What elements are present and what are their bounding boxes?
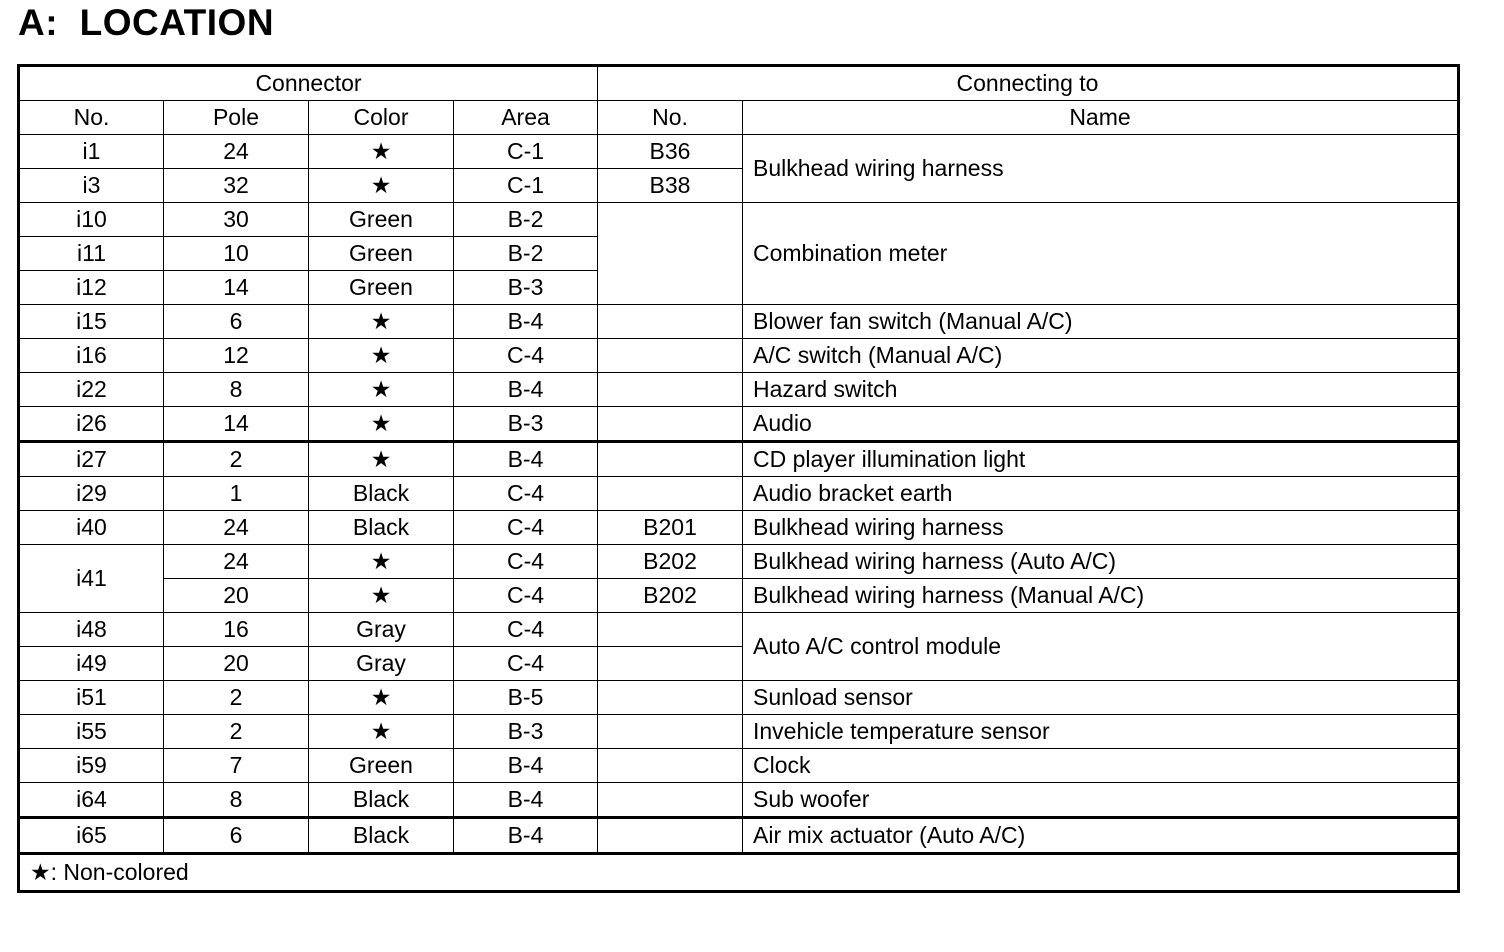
cell-no: i22 [19,373,164,407]
cell-name: Audio bracket earth [743,477,1459,511]
cell-area: B-4 [454,818,598,854]
cell-pole: 14 [164,271,309,305]
cell-area: C-4 [454,477,598,511]
cell-area: C-4 [454,339,598,373]
cell-color: ★ [309,407,454,442]
header-name: Name [743,101,1459,135]
cell-color: Black [309,511,454,545]
cell-pole: 7 [164,749,309,783]
cell-conn-no [598,373,743,407]
header-row-groups [19,66,1459,101]
header-row-columns [19,101,1459,135]
header-color: Color [309,101,454,135]
cell-area: B-4 [454,749,598,783]
cell-name: Blower fan switch (Manual A/C) [743,305,1459,339]
cell-color: Gray [309,613,454,647]
cell-area: B-3 [454,407,598,442]
cell-pole: 12 [164,339,309,373]
table-row [19,715,1459,749]
cell-color: ★ [309,442,454,477]
header-connector: Connector [19,66,598,101]
cell-color: Green [309,271,454,305]
page-title: A: LOCATION [18,2,275,43]
cell-conn-no [598,749,743,783]
table-row [19,613,1459,647]
cell-color: ★ [309,545,454,579]
cell-color: ★ [309,339,454,373]
cell-name: Audio [743,407,1459,442]
header-conn-no: No. [598,101,743,135]
cell-no: i59 [19,749,164,783]
cell-conn-no [598,305,743,339]
cell-color: Green [309,749,454,783]
cell-color: Black [309,477,454,511]
cell-area: C-1 [454,135,598,169]
cell-no: i48 [19,613,164,647]
cell-pole: 2 [164,715,309,749]
footnote-row [19,854,1459,892]
cell-conn-no [598,613,743,647]
cell-area: B-5 [454,681,598,715]
table-row [19,749,1459,783]
header-area: Area [454,101,598,135]
cell-no: i3 [19,169,164,203]
cell-name: Bulkhead wiring harness [743,511,1459,545]
cell-conn-no: B202 [598,545,743,579]
cell-area: B-3 [454,715,598,749]
cell-name: Clock [743,749,1459,783]
footnote: ★: Non-colored [19,854,1459,892]
cell-conn-no [598,715,743,749]
table-row [19,135,1459,169]
cell-pole: 6 [164,818,309,854]
cell-area: C-4 [454,579,598,613]
cell-area: C-1 [454,169,598,203]
cell-area: B-3 [454,271,598,305]
cell-area: C-4 [454,511,598,545]
cell-no: i26 [19,407,164,442]
cell-no: i27 [19,442,164,477]
cell-conn-no [598,339,743,373]
cell-name: CD player illumination light [743,442,1459,477]
cell-pole: 20 [164,647,309,681]
cell-pole: 6 [164,305,309,339]
cell-area: B-4 [454,373,598,407]
cell-color: Green [309,237,454,271]
cell-no: i41 [19,545,164,613]
cell-name: Sub woofer [743,783,1459,818]
cell-pole: 24 [164,135,309,169]
cell-pole: 20 [164,579,309,613]
cell-pole: 32 [164,169,309,203]
table-row [19,818,1459,854]
cell-no: i51 [19,681,164,715]
cell-color: ★ [309,681,454,715]
cell-name: Invehicle temperature sensor [743,715,1459,749]
cell-area: B-4 [454,783,598,818]
cell-conn-no [598,681,743,715]
cell-pole: 2 [164,681,309,715]
cell-no: i29 [19,477,164,511]
cell-pole: 2 [164,442,309,477]
cell-no: i12 [19,271,164,305]
cell-area: C-4 [454,647,598,681]
header-no: No. [19,101,164,135]
cell-no: i10 [19,203,164,237]
cell-color: ★ [309,715,454,749]
cell-name: Bulkhead wiring harness (Auto A/C) [743,545,1459,579]
cell-area: B-4 [454,442,598,477]
cell-name: Air mix actuator (Auto A/C) [743,818,1459,854]
cell-conn-no [598,477,743,511]
cell-color: Black [309,783,454,818]
cell-area: C-4 [454,545,598,579]
cell-conn-no [598,647,743,681]
cell-conn-no: B38 [598,169,743,203]
table-row [19,339,1459,373]
cell-no: i16 [19,339,164,373]
cell-color: Green [309,203,454,237]
header-pole: Pole [164,101,309,135]
cell-no: i40 [19,511,164,545]
cell-name: Bulkhead wiring harness [743,135,1459,203]
cell-area: B-4 [454,305,598,339]
cell-area: B-2 [454,237,598,271]
connector-location-table [17,64,1460,893]
cell-color: ★ [309,305,454,339]
cell-pole: 16 [164,613,309,647]
cell-name: Auto A/C control module [743,613,1459,681]
cell-pole: 8 [164,783,309,818]
cell-pole: 30 [164,203,309,237]
cell-conn-no [598,407,743,442]
table-row [19,373,1459,407]
cell-area: B-2 [454,203,598,237]
cell-no: i11 [19,237,164,271]
cell-pole: 24 [164,511,309,545]
cell-no: i1 [19,135,164,169]
cell-area: C-4 [454,613,598,647]
cell-conn-no [598,442,743,477]
table-row [19,407,1459,442]
cell-no: i49 [19,647,164,681]
cell-pole: 10 [164,237,309,271]
table-row [19,681,1459,715]
cell-name: A/C switch (Manual A/C) [743,339,1459,373]
cell-name: Hazard switch [743,373,1459,407]
cell-name: Sunload sensor [743,681,1459,715]
table-row [19,579,1459,613]
cell-color: ★ [309,135,454,169]
cell-no: i55 [19,715,164,749]
table-row [19,203,1459,237]
cell-name: Bulkhead wiring harness (Manual A/C) [743,579,1459,613]
cell-name: Combination meter [743,203,1459,305]
cell-conn-no [598,818,743,854]
cell-color: ★ [309,169,454,203]
table-row [19,783,1459,818]
cell-pole: 24 [164,545,309,579]
cell-no: i15 [19,305,164,339]
cell-color: ★ [309,579,454,613]
table-row [19,545,1459,579]
table-row [19,305,1459,339]
table-row [19,511,1459,545]
table-row [19,442,1459,477]
cell-color: ★ [309,373,454,407]
cell-color: Gray [309,647,454,681]
table-row [19,477,1459,511]
cell-color: Black [309,818,454,854]
cell-pole: 14 [164,407,309,442]
cell-conn-no: B36 [598,135,743,169]
cell-conn-no: B202 [598,579,743,613]
cell-conn-no: B201 [598,511,743,545]
cell-conn-no [598,783,743,818]
header-connecting-to: Connecting to [598,66,1459,101]
cell-pole: 1 [164,477,309,511]
cell-no: i64 [19,783,164,818]
cell-no: i65 [19,818,164,854]
cell-conn-no [598,203,743,305]
cell-pole: 8 [164,373,309,407]
